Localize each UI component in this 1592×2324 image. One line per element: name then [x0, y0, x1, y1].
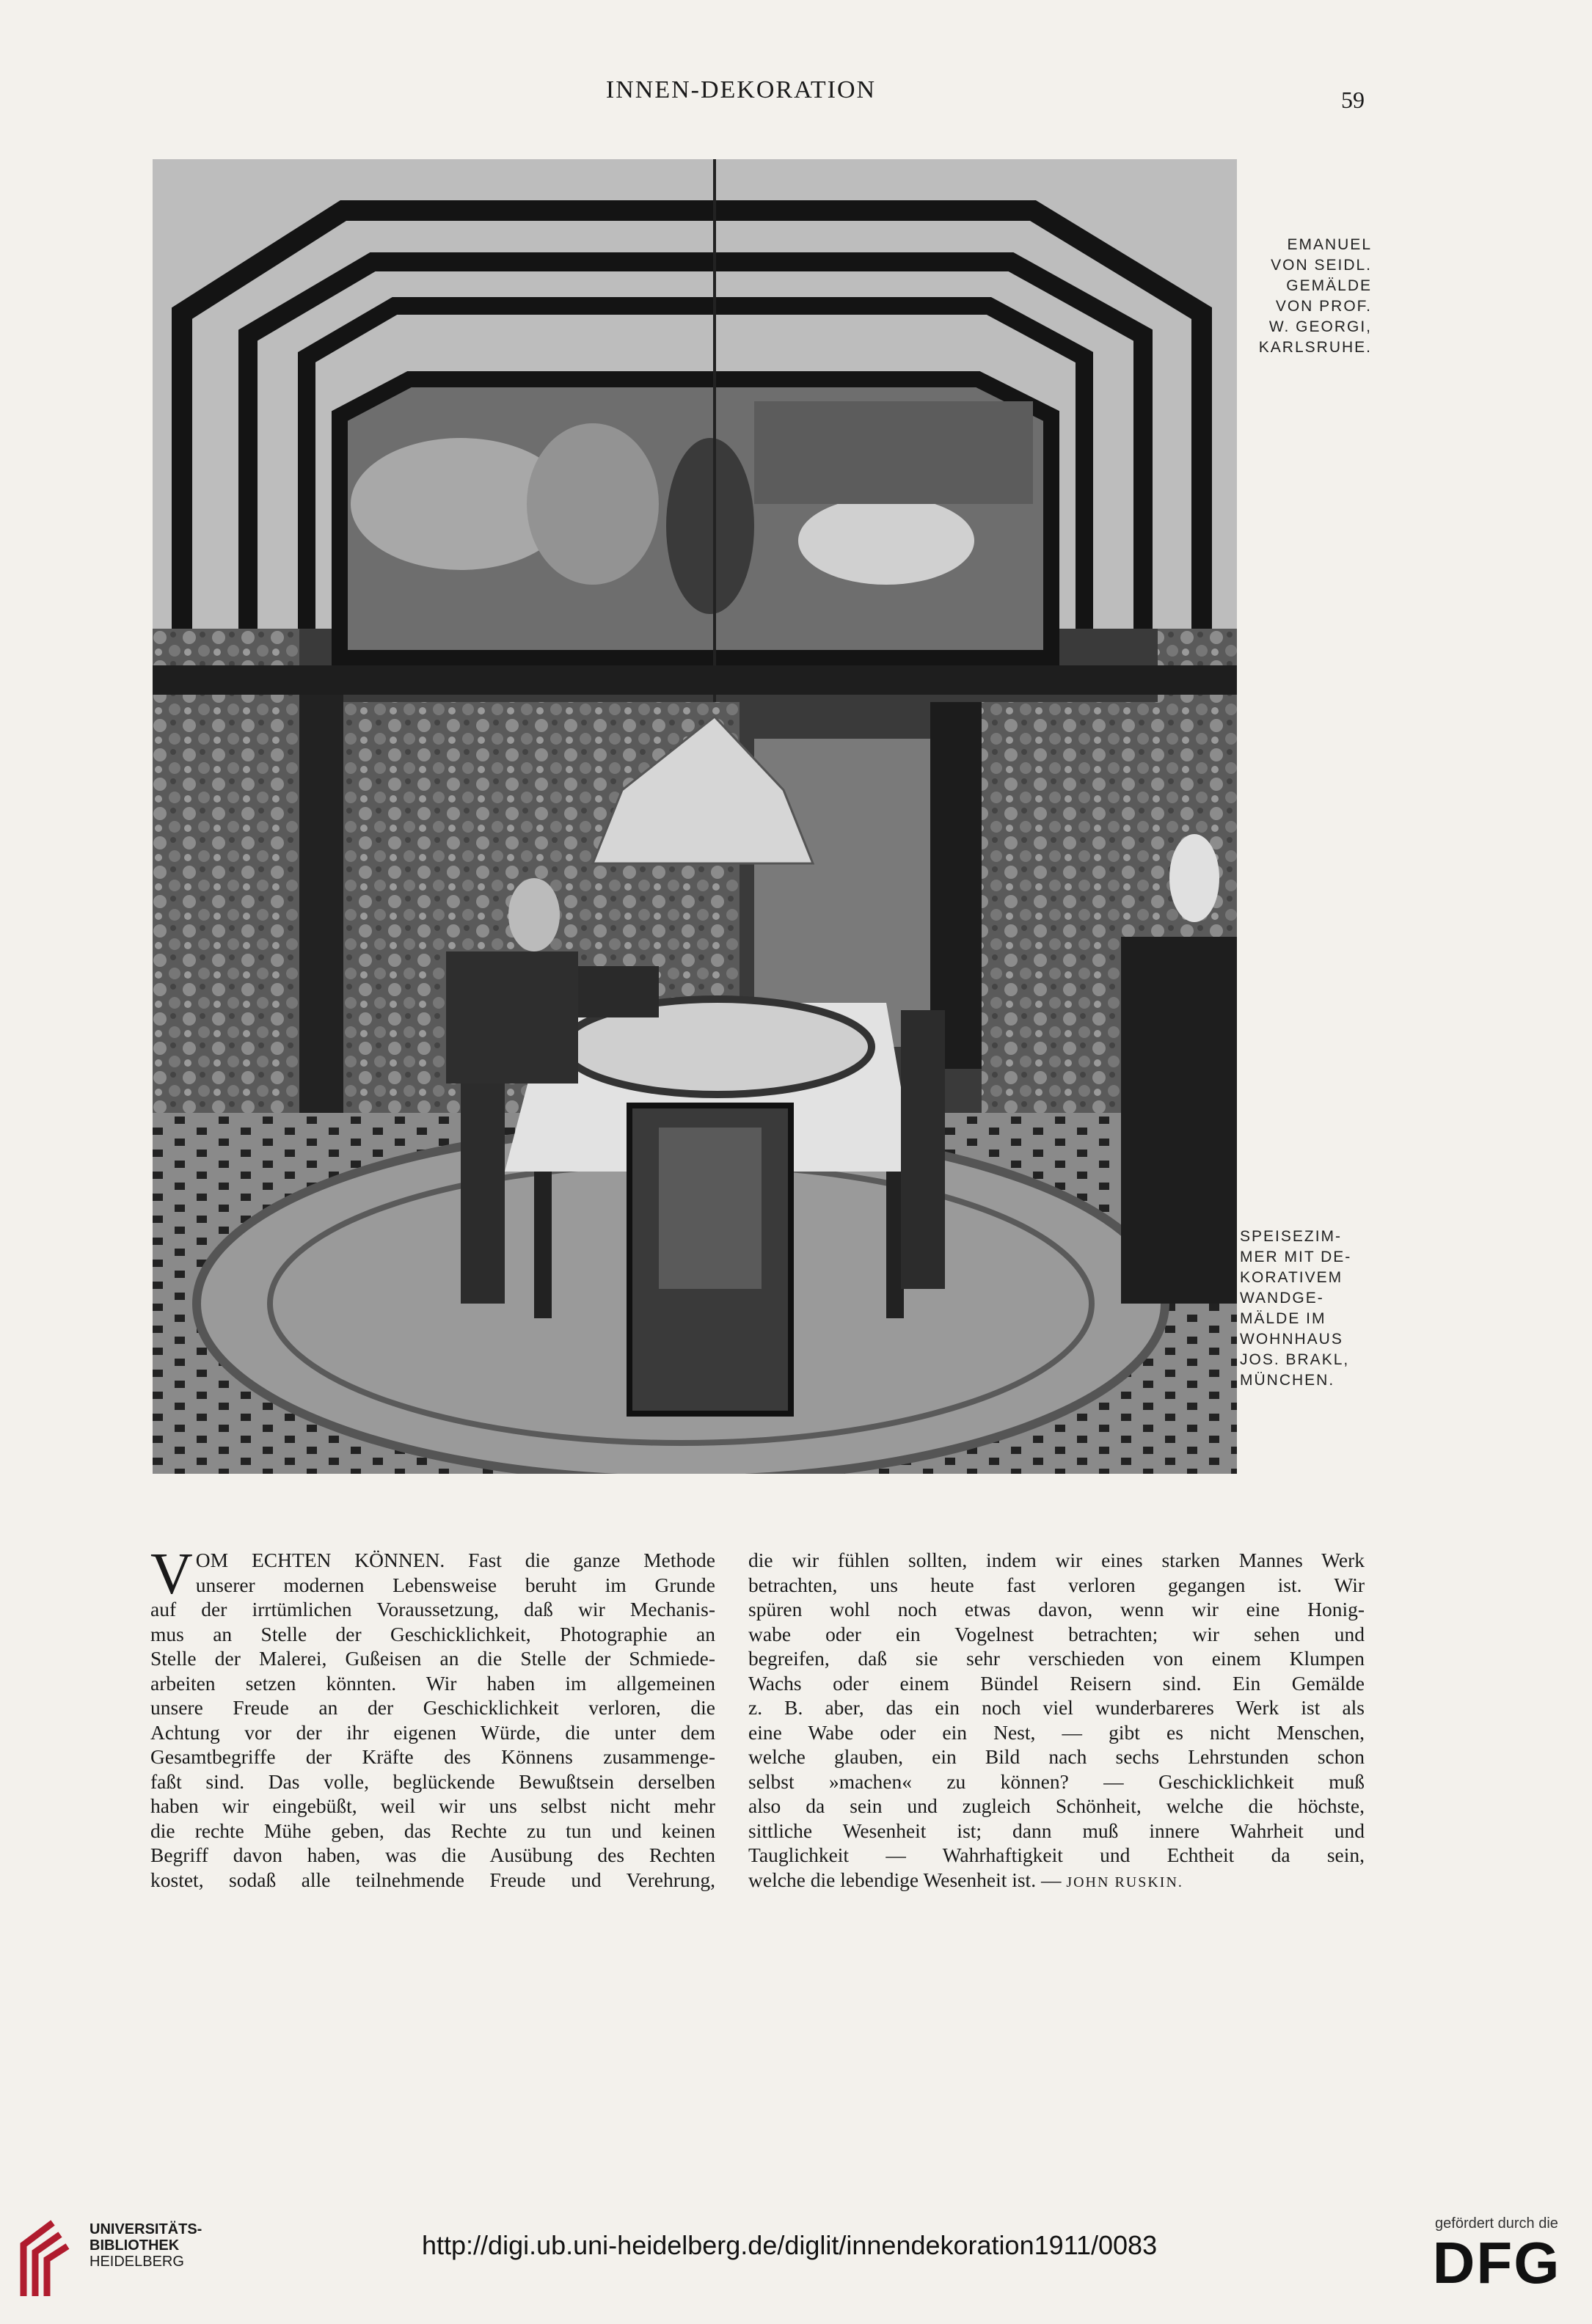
text-line: Achtung vor der ihr eigenen Würde, die unter dem	[150, 1720, 715, 1744]
caption-line: KARLSRUHE.	[1258, 339, 1372, 356]
text-line-final	[748, 1868, 1365, 1893]
caption-line: MER MIT DE-	[1240, 1249, 1352, 1265]
caption-line: WANDGE-	[1240, 1290, 1324, 1307]
text-line: die wir fühlen sollten, indem wir eines starken Mannes Werk	[748, 1549, 1365, 1571]
ub-heidelberg-logo-icon	[16, 2215, 82, 2303]
text-line: auf der irrtümlichen Voraussetzung, daß wir Mechanis-	[150, 1598, 715, 1620]
author-signature: JOHN RUSKIN.	[1066, 1874, 1183, 1890]
text-line: also da sein und zugleich Schönheit, welche die höchste,	[748, 1794, 1365, 1817]
caption-room	[1240, 1227, 1369, 1391]
caption-line: KORATIVEM	[1240, 1269, 1343, 1286]
caption-line: W. GEORGI,	[1268, 318, 1372, 335]
text-line: arbeiten setzen könnten. Wir haben im allgemeinen	[150, 1671, 715, 1695]
text-line: sittliche Wesenheit ist; dann muß innere Wahrheit und	[748, 1819, 1365, 1842]
text-line: begreifen, daß sie sehr verschieden von einem Klumpen	[748, 1647, 1365, 1670]
running-header: INNEN-DEKORATION	[605, 76, 877, 103]
text-line: die rechte Mühe geben, das Rechte zu tun und keinen	[150, 1819, 715, 1842]
caption-line: WOHNHAUS	[1240, 1331, 1343, 1348]
text-line: z. B. aber, das ein noch viel wunderbareres Werk ist als	[748, 1696, 1365, 1719]
library-line: BIBLIOTHEK	[90, 2237, 180, 2254]
text-line: unsere Freude an der Geschicklichkeit verloren, die	[150, 1696, 715, 1719]
text-line: betrachten, uns heute fast verloren gegangen ist. Wir	[748, 1573, 1365, 1596]
caption-architect	[1247, 235, 1372, 358]
library-line: UNIVERSITÄTS-	[90, 2221, 202, 2237]
text-line: Wachs oder einem Bündel Reisern sind. Ein Gemälde	[748, 1671, 1365, 1695]
text-line: Begriff davon haben, was die Ausübung des Rechten	[150, 1844, 715, 1866]
library-name	[90, 2221, 202, 2270]
caption-line: JOS. BRAKL,	[1240, 1351, 1350, 1368]
funding-note: gefördert durch die	[1435, 2215, 1558, 2232]
text-line: Stelle der Malerei, Gußeisen an die Stelle der Schmiede-	[150, 1647, 715, 1670]
caption-line: MÄLDE IM	[1240, 1310, 1326, 1327]
text-line: eine Wabe oder ein Nest, — gibt es nicht Menschen,	[748, 1720, 1365, 1744]
text-line: OM ECHTEN KÖNNEN. Fast die ganze Methode	[195, 1549, 715, 1571]
text-line: kostet, sodaß alle teilnehmende Freude und Verehrung,	[150, 1868, 715, 1891]
text-line: unserer modernen Lebensweise beruht im Grunde	[195, 1573, 715, 1596]
caption-line: MÜNCHEN.	[1240, 1372, 1335, 1389]
text-line: faßt sind. Das volle, beglückende Bewußtsein derselben	[150, 1769, 715, 1793]
article-column-1	[150, 1542, 715, 1892]
text-line: welche glauben, ein Bild nach sechs Lehrstunden schon	[748, 1745, 1365, 1768]
text-line: spüren wohl noch etwas davon, wenn wir eine Honig-	[748, 1598, 1365, 1620]
caption-line: SPEISEZIM-	[1240, 1228, 1343, 1245]
dfg-credit	[1416, 2215, 1577, 2294]
caption-line: EMANUEL	[1287, 236, 1372, 253]
text-line: haben wir eingebüßt, weil wir uns selbst nicht mehr	[150, 1794, 715, 1817]
dfg-logo: DFG	[1432, 2230, 1561, 2295]
dining-room-photograph	[153, 159, 1237, 1474]
article-column-2	[748, 1548, 1365, 1892]
caption-line: GEMÄLDE	[1286, 277, 1372, 294]
text-line: mus an Stelle der Geschicklichkeit, Photographie an	[150, 1622, 715, 1645]
library-line: HEIDELBERG	[90, 2254, 184, 2270]
text-line: selbst »machen« zu können? — Geschicklichkeit muß	[748, 1769, 1365, 1793]
page-number: 59	[1341, 87, 1365, 113]
text-line: Tauglichkeit — Wahrhaftigkeit und Echtheit da sein,	[748, 1844, 1365, 1866]
caption-line: VON PROF.	[1275, 298, 1372, 315]
dropcap: V	[150, 1542, 193, 1607]
caption-line: VON SEIDL.	[1271, 257, 1372, 274]
text-line: Gesamtbegriffe der Kräfte des Könnens zusammenge-	[150, 1745, 715, 1768]
text-line: welche die lebendige Wesenheit ist. —	[748, 1868, 1062, 1891]
source-url-link[interactable]: http://digi.ub.uni-heidelberg.de/diglit/innendekoration1911/0083	[422, 2230, 1158, 2260]
text-line: wabe oder ein Vogelnest betrachten; wir sehen und	[748, 1622, 1365, 1645]
